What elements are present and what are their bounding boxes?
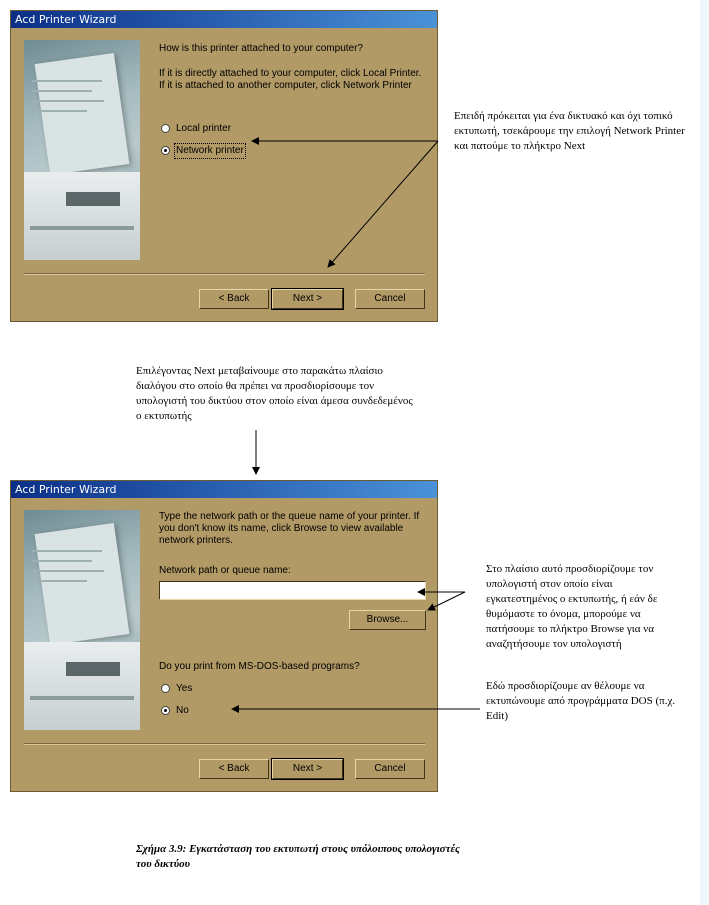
annotation-network-printer: Επειδή πρόκειται για ένα δικτυακό και όχι τοπικό εκτυπωτή, τσεκάρουμε την επιλογή Network Printer και πατούμε το πλήκτρο Next	[454, 110, 685, 152]
cancel-button[interactable]: Cancel	[355, 759, 425, 779]
dos-question: Do you print from MS-DOS-based programs?	[159, 661, 360, 672]
cancel-button[interactable]: Cancel	[355, 289, 425, 309]
no-label[interactable]: No	[176, 705, 189, 716]
dialog-title-bar[interactable]: Acd Printer Wizard	[11, 481, 437, 498]
browse-button[interactable]: Browse...	[349, 610, 426, 630]
arrow-to-browse-button	[428, 592, 465, 610]
local-printer-label[interactable]: Local printer	[176, 123, 232, 134]
attach-instructions: If it is directly attached to your computer, click Local Printer. If it is attached to another computer, click Network Printer	[159, 68, 422, 91]
annotation-dos-programs: Εδώ προσδιορίζουμε αν θέλουμε να εκτυπώνουμε από προγράμματα DOS (π.χ. Edit)	[486, 680, 676, 722]
figure-caption: Σχήμα 3.9: Εγκατάσταση του εκτυπωτή στους υπόλοιπους υπολογιστές του δικτύου	[136, 843, 460, 870]
back-button[interactable]: < Back	[199, 759, 269, 779]
attach-question: How is this printer attached to your computer?	[159, 43, 363, 54]
annotation-next-dialog: Επιλέγοντας Next μεταβαίνουμε στο παρακάτω πλαίσιο διαλόγου στο οποίο θα πρέπει να προσδιορίσουμε τον υπολογιστή του δικτύου στον οποίο είναι άμεσα συνδεδεμένος ο εκτυπωτής	[136, 365, 413, 422]
annotation-network-path: Στο πλαίσιο αυτό προσδιορίζουμε τον υπολογιστή στον οποίο είναι εγκατεστημένος ο εκτυπωτής, ή εάν δε θυμόμαστε το όνομα, μπορούμε να πατήσουμε το πλήκτρο Browse για να αναζητήσουμε τον υπολογιστή	[486, 563, 658, 650]
path-instructions: Type the network path or the queue name of your printer. If you don't know its name, click Browse to view available network printers.	[159, 511, 420, 546]
next-button[interactable]: Next >	[272, 289, 343, 309]
arrow-to-next-button	[328, 141, 438, 267]
next-button[interactable]: Next >	[272, 759, 343, 779]
back-button[interactable]: < Back	[199, 289, 269, 309]
path-label: Network path or queue name:	[159, 565, 291, 576]
network-printer-label[interactable]: Network printer	[176, 145, 244, 156]
dialog-title-bar[interactable]: Acd Printer Wizard	[11, 11, 437, 28]
yes-label[interactable]: Yes	[176, 683, 193, 694]
